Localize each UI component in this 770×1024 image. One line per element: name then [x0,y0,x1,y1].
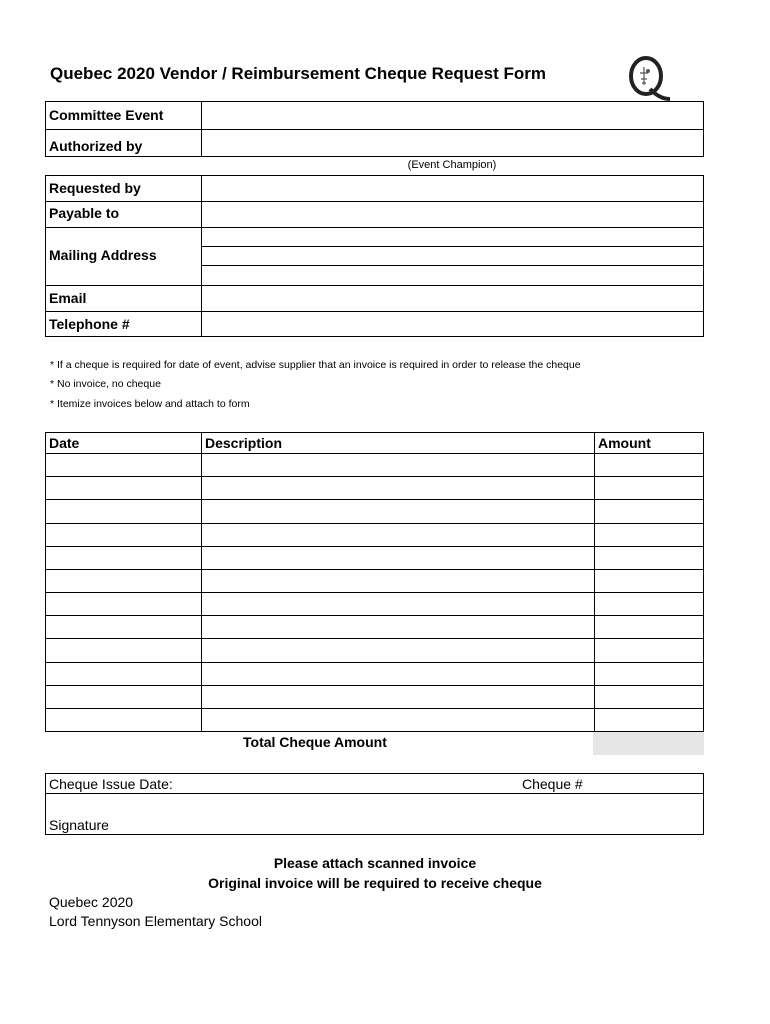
committee-event-field[interactable] [202,102,703,129]
quebec-q-logo-icon [626,55,672,103]
table-row-amount-cell[interactable] [595,477,703,499]
table-row-description-cell[interactable] [202,547,594,569]
authorized-by-label: Authorized by [49,138,143,154]
table-row-date-cell[interactable] [46,593,201,615]
description-header: Description [205,435,283,451]
committee-event-label: Committee Event [49,107,164,123]
authorized-by-field[interactable] [202,130,703,156]
total-label: Total Cheque Amount [243,734,387,750]
email-label: Email [49,290,87,306]
date-header: Date [49,435,80,451]
items-table [45,432,704,732]
table-row-description-cell[interactable] [202,686,594,708]
table-row-description-cell[interactable] [202,639,594,661]
cheque-issue-date-field[interactable] [226,774,516,793]
payable-to-label: Payable to [49,205,120,221]
cheque-box [45,773,704,835]
info-table-top [45,101,704,157]
table-row-date-cell[interactable] [46,709,201,731]
mailing-address-line-2[interactable] [202,247,703,265]
table-row-amount-cell[interactable] [595,686,703,708]
requested-by-field[interactable] [202,176,703,201]
table-row-description-cell[interactable] [202,663,594,685]
table-row-description-cell[interactable] [202,500,594,522]
school-name: Lord Tennyson Elementary School [49,913,262,929]
requested-by-label: Requested by [49,180,141,196]
table-row-date-cell[interactable] [46,547,201,569]
table-row-date-cell[interactable] [46,454,201,476]
telephone-field[interactable] [202,312,703,336]
table-row-amount-cell[interactable] [595,547,703,569]
note-line: * If a cheque is required for date of event, advise supplier that an invoice is required in order to release the cheque [50,359,581,371]
table-row-amount-cell[interactable] [595,593,703,615]
mailing-address-line-1[interactable] [202,228,703,246]
table-row-amount-cell[interactable] [595,500,703,522]
cheque-number-field[interactable] [591,774,703,793]
table-row-amount-cell[interactable] [595,570,703,592]
table-row-amount-cell[interactable] [595,639,703,661]
table-row-date-cell[interactable] [46,524,201,546]
cheque-number-label: Cheque # [522,776,583,792]
table-row-amount-cell[interactable] [595,616,703,638]
table-row-description-cell[interactable] [202,477,594,499]
table-row-date-cell[interactable] [46,663,201,685]
info-table-bottom [45,175,704,337]
attach-invoice-line: Please attach scanned invoice [273,855,477,871]
cheque-issue-date-label: Cheque Issue Date: [49,776,173,792]
table-row-description-cell[interactable] [202,524,594,546]
table-row-date-cell[interactable] [46,477,201,499]
signature-label: Signature [49,817,109,833]
telephone-label: Telephone # [49,316,130,332]
mailing-address-label: Mailing Address [49,247,157,263]
signature-field[interactable] [166,794,703,834]
event-champion-note: (Event Champion) [407,159,497,171]
payable-to-field[interactable] [202,202,703,227]
table-row-amount-cell[interactable] [595,524,703,546]
table-row-description-cell[interactable] [202,709,594,731]
note-line: * No invoice, no cheque [50,378,161,390]
table-row-amount-cell[interactable] [595,454,703,476]
form-title: Quebec 2020 Vendor / Reimbursement Cheque Request Form [50,64,546,83]
org-name: Quebec 2020 [49,894,134,910]
table-row-description-cell[interactable] [202,616,594,638]
table-row-amount-cell[interactable] [595,709,703,731]
table-row-description-cell[interactable] [202,454,594,476]
table-row-amount-cell[interactable] [595,663,703,685]
email-field[interactable] [202,286,703,311]
total-amount-cell[interactable] [593,732,704,755]
mailing-address-line-3[interactable] [202,266,703,285]
table-row-date-cell[interactable] [46,686,201,708]
amount-header: Amount [598,435,651,451]
table-row-description-cell[interactable] [202,593,594,615]
table-row-date-cell[interactable] [46,616,201,638]
table-row-description-cell[interactable] [202,570,594,592]
table-row-date-cell[interactable] [46,639,201,661]
table-row-date-cell[interactable] [46,500,201,522]
original-invoice-line: Original invoice will be required to receive cheque [208,875,542,891]
note-line: * Itemize invoices below and attach to form [50,398,250,410]
table-row-date-cell[interactable] [46,570,201,592]
